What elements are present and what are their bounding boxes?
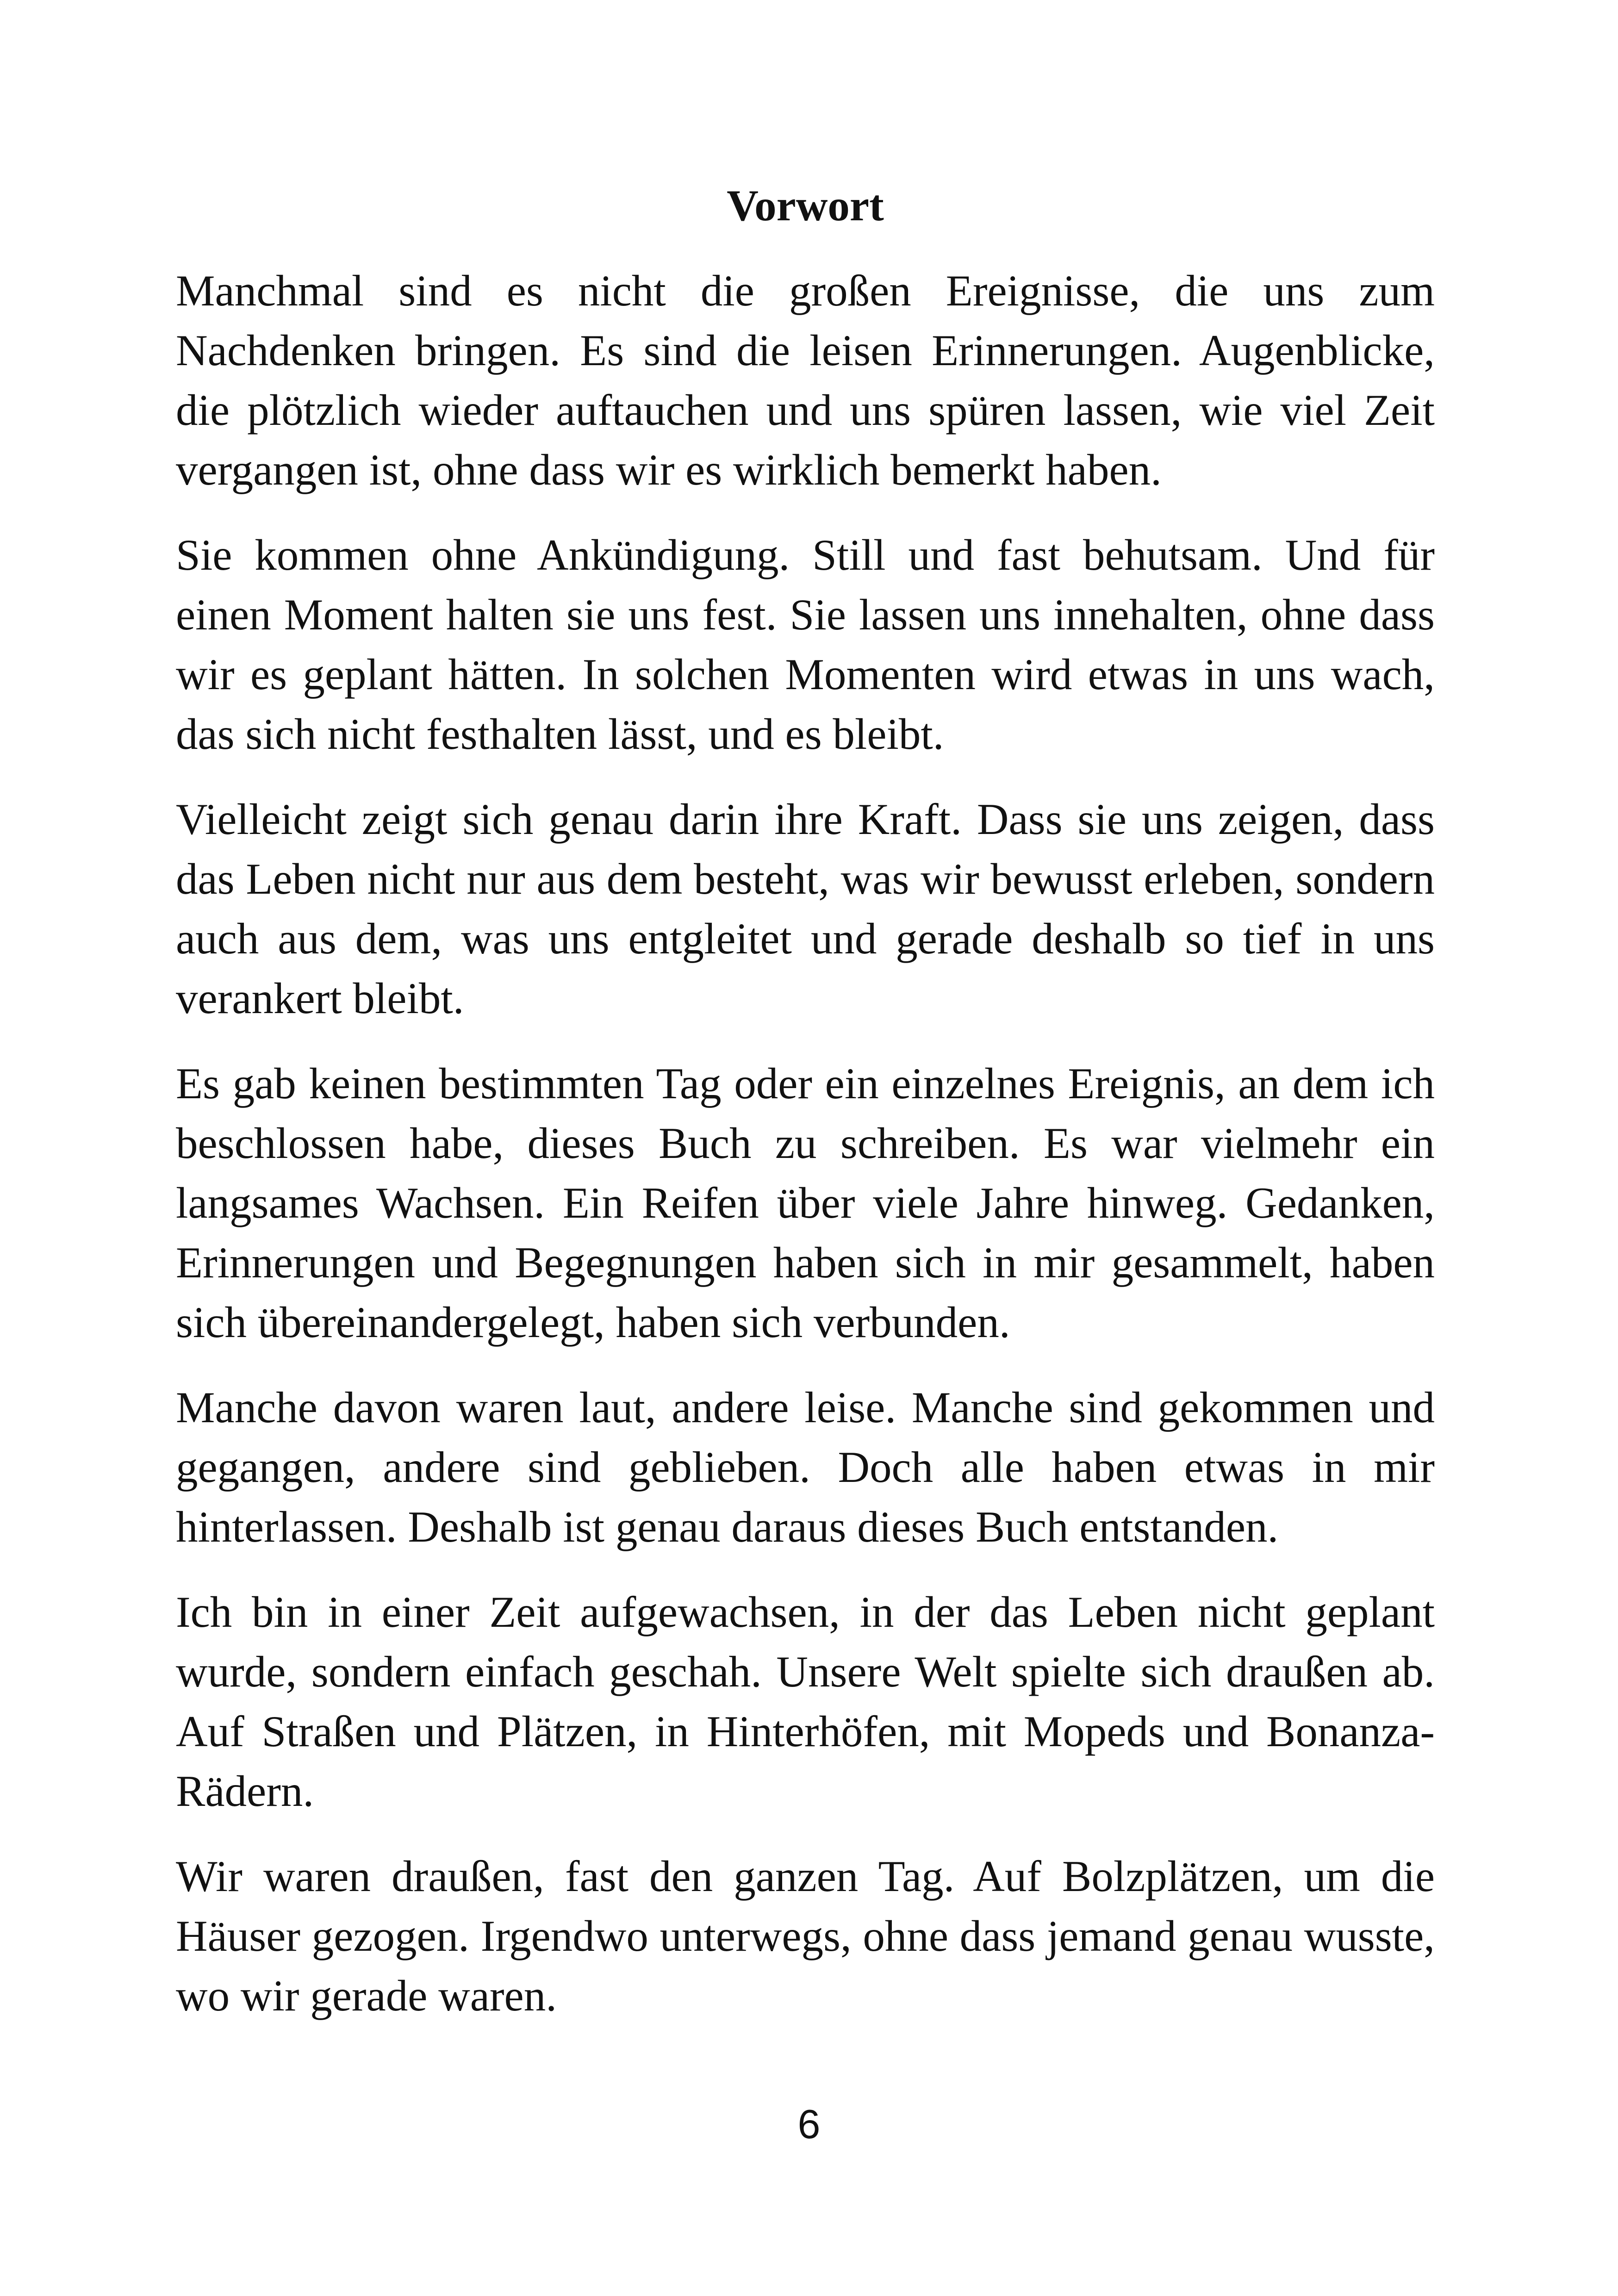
paragraph: Ich bin in einer Zeit aufgewachsen, in der das Leben nicht geplant wurde, sondern einfach geschah. Unsere Welt spielte sich draußen ab. Auf Straßen und Plätzen, in Hinterhöfen, mit Mopeds und Bonanza-Rädern. [176,1587,1435,1816]
paragraph: Manche davon waren laut, andere leise. Manche sind gekommen und gegangen, andere sind geblieben. Doch alle haben etwas in mir hinterlassen. Deshalb ist genau daraus dieses Buch entstanden. [176,1383,1435,1551]
paragraph: Manchmal sind es nicht die großen Ereignisse, die uns zum Nachdenken bringen. Es sind die leisen Erinnerungen. Augenblicke, die plötzlich wieder auftauchen und uns spüren lassen, wie viel Zeit vergangen ist, ohne dass wir es wirklich bemerkt haben. [176,266,1435,494]
paragraph: Vielleicht zeigt sich genau darin ihre Kraft. Dass sie uns zeigen, dass das Leben nicht nur aus dem besteht, was wir bewusst erleben, sondern auch aus dem, was uns entgleitet und gerade deshalb so tief in uns verankert bleibt. [176,795,1435,1023]
paragraph: Wir waren draußen, fast den ganzen Tag. Auf Bolzplätzen, um die Häuser gezogen. Irgendwo unterwegs, ohne dass jemand genau wusste, wo wir gerade waren. [176,1852,1435,2020]
page-content [176,176,1435,2051]
page-number: 6 [797,2101,821,2147]
paragraph: Es gab keinen bestimmten Tag oder ein einzelnes Ereignis, an dem ich beschlossen habe, dieses Buch zu schreiben. Es war vielmehr ein langsames Wachsen. Ein Reifen über viele Jahre hinweg. Gedanken, Erinnerungen und Begegnungen haben sich in mir gesammelt, haben sich übereinandergelegt, haben sich verbunden. [176,1059,1435,1347]
chapter-title: Vorwort [727,181,884,230]
paragraph: Sie kommen ohne Ankündigung. Still und fast behutsam. Und für einen Moment halten sie uns fest. Sie lassen uns innehalten, ohne dass wir es geplant hätten. In solchen Momenten wird etwas in uns wach, das sich nicht festhalten lässt, und es bleibt. [176,530,1435,759]
